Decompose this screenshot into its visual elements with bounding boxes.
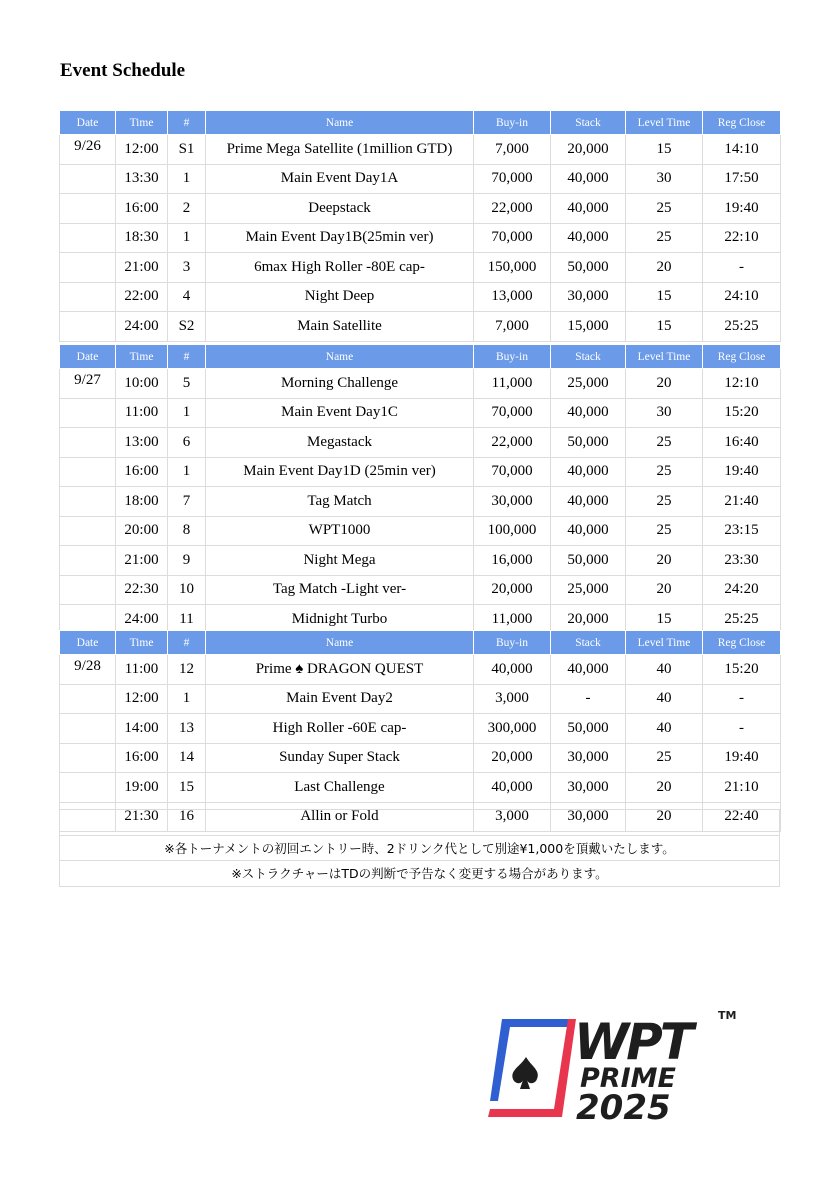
time-cell: 21:00 [116,546,168,576]
num-cell: 1 [168,457,206,487]
stack-cell: 25,000 [551,369,626,399]
name-cell: Tag Match -Light ver- [206,575,474,605]
name-cell: Main Event Day1C [206,398,474,428]
num-cell: 10 [168,575,206,605]
column-header-num: # [168,631,206,655]
date-cell: 9/26 [60,135,116,165]
name-cell: Night Deep [206,282,474,312]
level-cell: 20 [626,773,703,803]
stack-cell: 30,000 [551,743,626,773]
buyin-cell: 11,000 [474,605,551,635]
notes-row [60,861,780,887]
date-cell [60,714,116,744]
buyin-cell: 300,000 [474,714,551,744]
stack-cell: 50,000 [551,428,626,458]
notes-table [59,809,780,887]
buyin-cell: 70,000 [474,457,551,487]
column-header-reg: Reg Close [703,631,781,655]
stack-cell: 40,000 [551,457,626,487]
buyin-cell: 70,000 [474,164,551,194]
name-cell: Morning Challenge [206,369,474,399]
level-cell: 30 [626,164,703,194]
time-cell: 20:00 [116,516,168,546]
stack-cell: 20,000 [551,135,626,165]
column-header-time: Time [116,345,168,369]
time-cell: 16:00 [116,743,168,773]
level-cell: 30 [626,398,703,428]
name-cell: Prime Mega Satellite (1million GTD) [206,135,474,165]
buyin-cell: 40,000 [474,655,551,685]
header-row [60,631,781,655]
date-cell [60,773,116,803]
date-cell: 9/28 [60,655,116,685]
date-cell [60,194,116,224]
stack-cell: 30,000 [551,773,626,803]
stack-cell: 40,000 [551,164,626,194]
card-icon [480,1005,580,1135]
name-cell: Main Event Day1A [206,164,474,194]
name-cell: High Roller -60E cap- [206,714,474,744]
spade-icon [512,1057,537,1089]
time-cell: 24:00 [116,605,168,635]
date-cell [60,457,116,487]
time-cell: 18:00 [116,487,168,517]
column-header-reg: Reg Close [703,111,781,135]
name-cell: Deepstack [206,194,474,224]
header-row [60,345,781,369]
date-cell [60,684,116,714]
reg-cell: - [703,684,781,714]
stack-cell: 40,000 [551,194,626,224]
level-cell: 40 [626,714,703,744]
name-cell: Prime ♠ DRAGON QUEST [206,655,474,685]
logo-year-text: 2025 [576,1088,671,1128]
level-cell: 20 [626,369,703,399]
num-cell: 6 [168,428,206,458]
stack-cell: 40,000 [551,487,626,517]
column-header-level: Level Time [626,111,703,135]
event-row [60,575,781,605]
event-row [60,253,781,283]
column-header-buyin: Buy-in [474,631,551,655]
level-cell: 25 [626,487,703,517]
column-header-time: Time [116,631,168,655]
event-row [60,773,781,803]
time-cell: 18:30 [116,223,168,253]
level-cell: 40 [626,684,703,714]
time-cell: 19:00 [116,773,168,803]
reg-cell: 21:40 [703,487,781,517]
stack-cell: 20,000 [551,605,626,635]
level-cell: 15 [626,282,703,312]
column-header-num: # [168,345,206,369]
header-row [60,111,781,135]
name-cell: Tag Match [206,487,474,517]
event-row [60,487,781,517]
reg-cell: 25:25 [703,605,781,635]
note-text: ※各トーナメントの初回エントリー時、2ドリンク代として別途¥1,000を頂戴いたします。 [60,835,780,861]
column-header-date: Date [60,111,116,135]
num-cell: 13 [168,714,206,744]
level-cell: 15 [626,605,703,635]
time-cell: 10:00 [116,369,168,399]
event-row [60,164,781,194]
event-row [60,655,781,685]
reg-cell: - [703,714,781,744]
stack-cell: 50,000 [551,714,626,744]
buyin-cell: 22,000 [474,194,551,224]
stack-cell: 50,000 [551,253,626,283]
name-cell: Allin or Fold [206,802,474,832]
buyin-cell: 20,000 [474,575,551,605]
name-cell: Sunday Super Stack [206,743,474,773]
event-row [60,546,781,576]
time-cell: 21:30 [116,802,168,832]
buyin-cell: 13,000 [474,282,551,312]
name-cell: Main Event Day2 [206,684,474,714]
event-row [60,135,781,165]
num-cell: 2 [168,194,206,224]
column-header-buyin: Buy-in [474,345,551,369]
buyin-cell: 100,000 [474,516,551,546]
buyin-cell: 7,000 [474,135,551,165]
buyin-cell: 7,000 [474,312,551,342]
stack-cell: - [551,684,626,714]
wpt-prime-logo [480,1005,740,1135]
event-row [60,369,781,399]
date-cell [60,223,116,253]
stack-cell: 40,000 [551,398,626,428]
level-cell: 40 [626,655,703,685]
num-cell: 1 [168,164,206,194]
time-cell: 22:00 [116,282,168,312]
event-row [60,428,781,458]
logo-wpt-text: WPT [574,1013,691,1071]
reg-cell: 22:10 [703,223,781,253]
reg-cell: 16:40 [703,428,781,458]
reg-cell: 25:25 [703,312,781,342]
column-header-reg: Reg Close [703,345,781,369]
name-cell: WPT1000 [206,516,474,546]
reg-cell: - [703,253,781,283]
reg-cell: 12:10 [703,369,781,399]
stack-cell: 30,000 [551,802,626,832]
event-row [60,743,781,773]
date-cell [60,487,116,517]
reg-cell: 22:40 [703,802,781,832]
level-cell: 20 [626,253,703,283]
reg-cell: 23:30 [703,546,781,576]
name-cell: Main Event Day1B(25min ver) [206,223,474,253]
num-cell: 4 [168,282,206,312]
time-cell: 13:00 [116,428,168,458]
buyin-cell: 3,000 [474,802,551,832]
event-row [60,312,781,342]
name-cell: Midnight Turbo [206,605,474,635]
stack-cell: 40,000 [551,223,626,253]
time-cell: 24:00 [116,312,168,342]
reg-cell: 15:20 [703,655,781,685]
reg-cell: 15:20 [703,398,781,428]
num-cell: 12 [168,655,206,685]
date-cell [60,546,116,576]
num-cell: 9 [168,546,206,576]
reg-cell: 17:50 [703,164,781,194]
date-cell [60,282,116,312]
time-cell: 21:00 [116,253,168,283]
column-header-stack: Stack [551,631,626,655]
name-cell: 6max High Roller -80E cap- [206,253,474,283]
event-row [60,714,781,744]
level-cell: 25 [626,223,703,253]
stack-cell: 30,000 [551,282,626,312]
reg-cell: 19:40 [703,743,781,773]
reg-cell: 19:40 [703,194,781,224]
num-cell: S1 [168,135,206,165]
date-cell [60,743,116,773]
stack-cell: 50,000 [551,546,626,576]
time-cell: 11:00 [116,398,168,428]
buyin-cell: 16,000 [474,546,551,576]
stack-cell: 40,000 [551,655,626,685]
buyin-cell: 70,000 [474,398,551,428]
buyin-cell: 20,000 [474,743,551,773]
level-cell: 20 [626,546,703,576]
time-cell: 22:30 [116,575,168,605]
column-header-name: Name [206,345,474,369]
num-cell: 15 [168,773,206,803]
column-header-name: Name [206,111,474,135]
reg-cell: 19:40 [703,457,781,487]
schedule-table [59,110,781,342]
name-cell: Night Mega [206,546,474,576]
num-cell: S2 [168,312,206,342]
trademark-mark: TM [718,1009,737,1022]
num-cell: 11 [168,605,206,635]
num-cell: 1 [168,398,206,428]
name-cell: Main Satellite [206,312,474,342]
event-row [60,398,781,428]
column-header-time: Time [116,111,168,135]
date-cell [60,312,116,342]
buyin-cell: 70,000 [474,223,551,253]
time-cell: 16:00 [116,457,168,487]
date-cell [60,398,116,428]
reg-cell: 24:10 [703,282,781,312]
column-header-buyin: Buy-in [474,111,551,135]
name-cell: Main Event Day1D (25min ver) [206,457,474,487]
date-cell [60,428,116,458]
reg-cell: 14:10 [703,135,781,165]
time-cell: 12:00 [116,135,168,165]
date-cell [60,516,116,546]
level-cell: 25 [626,457,703,487]
level-cell: 15 [626,312,703,342]
date-cell [60,253,116,283]
buyin-cell: 11,000 [474,369,551,399]
event-row [60,223,781,253]
event-row [60,516,781,546]
logo-prime-text: PRIME [580,1063,676,1094]
schedule-table [59,344,781,635]
column-header-name: Name [206,631,474,655]
column-header-date: Date [60,631,116,655]
name-cell: Last Challenge [206,773,474,803]
time-cell: 11:00 [116,655,168,685]
num-cell: 5 [168,369,206,399]
num-cell: 7 [168,487,206,517]
schedule-table [59,630,781,832]
num-cell: 1 [168,684,206,714]
name-cell: Megastack [206,428,474,458]
time-cell: 12:00 [116,684,168,714]
event-row [60,194,781,224]
column-header-date: Date [60,345,116,369]
level-cell: 20 [626,802,703,832]
buyin-cell: 30,000 [474,487,551,517]
page-title: Event Schedule [60,60,186,81]
num-cell: 1 [168,223,206,253]
date-cell [60,575,116,605]
buyin-cell: 22,000 [474,428,551,458]
date-cell [60,164,116,194]
level-cell: 15 [626,135,703,165]
buyin-cell: 40,000 [474,773,551,803]
event-row [60,457,781,487]
column-header-level: Level Time [626,345,703,369]
reg-cell: 23:15 [703,516,781,546]
column-header-stack: Stack [551,345,626,369]
num-cell: 3 [168,253,206,283]
level-cell: 20 [626,575,703,605]
event-row [60,282,781,312]
column-header-num: # [168,111,206,135]
stack-cell: 15,000 [551,312,626,342]
time-cell: 16:00 [116,194,168,224]
column-header-level: Level Time [626,631,703,655]
notes-spacer-row [60,810,780,836]
time-cell: 14:00 [116,714,168,744]
level-cell: 25 [626,516,703,546]
buyin-cell: 3,000 [474,684,551,714]
level-cell: 25 [626,743,703,773]
buyin-cell: 150,000 [474,253,551,283]
event-row [60,684,781,714]
level-cell: 25 [626,194,703,224]
num-cell: 16 [168,802,206,832]
reg-cell: 21:10 [703,773,781,803]
stack-cell: 40,000 [551,516,626,546]
num-cell: 14 [168,743,206,773]
date-cell: 9/27 [60,369,116,399]
note-text: ※ストラクチャーはTDの判断で予告なく変更する場合があります。 [60,861,780,887]
reg-cell: 24:20 [703,575,781,605]
stack-cell: 25,000 [551,575,626,605]
notes-row [60,835,780,861]
num-cell: 8 [168,516,206,546]
level-cell: 25 [626,428,703,458]
time-cell: 13:30 [116,164,168,194]
column-header-stack: Stack [551,111,626,135]
